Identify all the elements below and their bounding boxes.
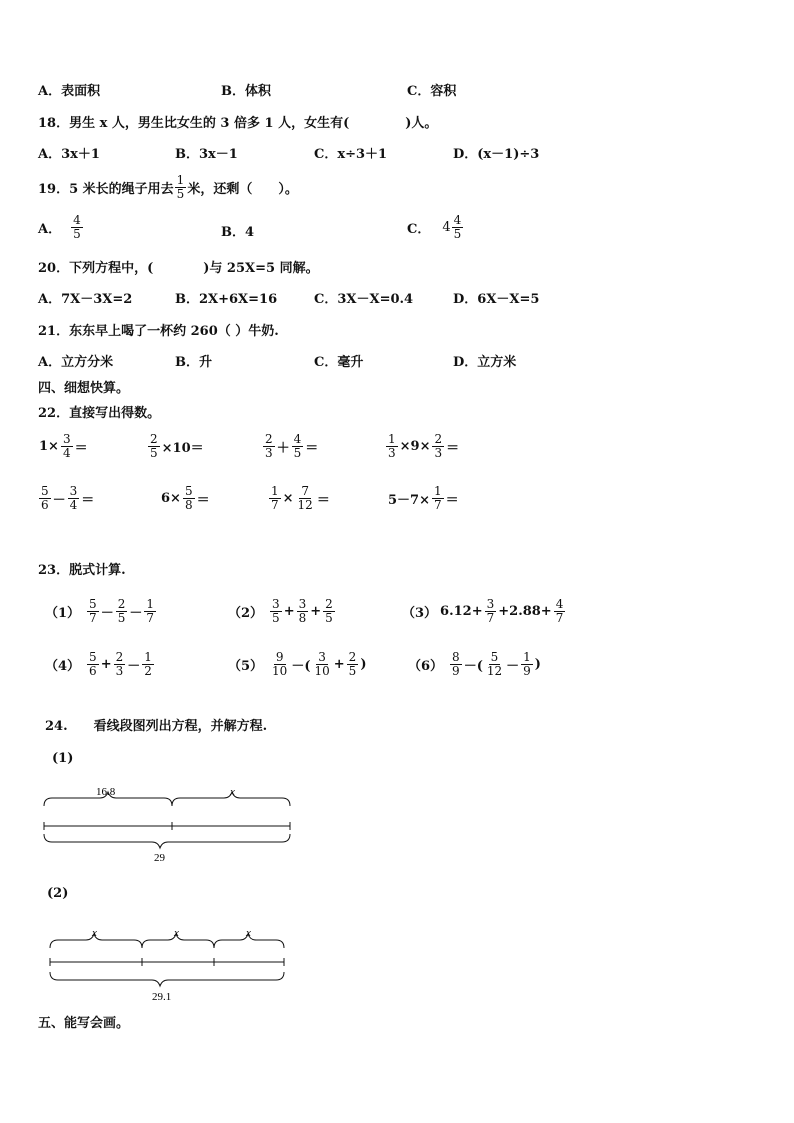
section-5-heading: 五、能写会画。	[38, 1016, 130, 1031]
q19-stem	[38, 174, 298, 201]
label-16-8: 16.8	[96, 788, 116, 798]
q19-stem-pre: 19．5 米长的绳子用去	[38, 182, 174, 197]
label-29-1: 29.1	[152, 991, 172, 1003]
q24-line-diagram-1	[38, 788, 298, 864]
label-x-3: x	[246, 927, 251, 939]
q18-stem-post: )人。	[405, 116, 438, 131]
q21-option-a: A．立方分米	[38, 355, 114, 370]
q17-option-b: B．体积	[221, 84, 271, 99]
q24-part-2-label: (2)	[47, 886, 69, 901]
brace-bottom	[50, 972, 284, 986]
q19-fraction: $\frac{1}{5}$	[176, 173, 185, 201]
q22-item-2: $\frac{2}{5}$ ×10＝	[150, 432, 204, 460]
brace-bottom	[44, 834, 290, 848]
q22-item-1: 1× $\frac{3}{4}$ ＝	[39, 432, 88, 460]
q23-problem-6: （6） $\frac{8}{9}$ －( $\frac{5}{12}$ － $\frac{1}{9}$ )	[408, 650, 541, 678]
q18-option-b: B．3x－1	[175, 147, 238, 162]
q22-item-3: $\frac{2}{3}$ ＋ $\frac{4}{5}$ ＝	[265, 432, 319, 460]
q19-option-a: A． $\frac{4}{5}$	[38, 213, 81, 241]
label-x-2: x	[174, 927, 179, 939]
q23-stem: 23．脱式计算.	[38, 563, 126, 578]
q20-stem: 20．下列方程中，( )与 25X=5 同解。	[38, 261, 319, 276]
q18-option-d: D．(x－1)÷3	[453, 147, 540, 162]
q21-option-b: B．升	[175, 355, 212, 370]
q20-option-b: B．2X+6X=16	[175, 292, 278, 307]
q17-option-c: C．容积	[407, 84, 457, 99]
q22-item-5: $\frac{5}{6}$ － $\frac{3}{4}$ ＝	[41, 484, 95, 512]
q22-item-4: $\frac{1}{3}$ ×9× $\frac{2}{3}$ ＝	[388, 432, 460, 460]
label-x-1: x	[92, 927, 97, 939]
q23-problem-4: （4） $\frac{5}{6}$ + $\frac{2}{3}$ － $\frac{1}{2}$	[45, 650, 152, 678]
q18-stem-pre: 18．男生 x 人，男生比女生的 3 倍多 1 人，女生有(	[38, 116, 350, 131]
label-x: x	[230, 788, 235, 798]
q18-option-a: A．3x＋1	[38, 147, 100, 162]
q23-problem-1: （1） $\frac{5}{7}$ － $\frac{2}{5}$ － $\frac{1}{7}$	[45, 597, 154, 625]
q23-problem-5: （5） $\frac{9}{10}$ －( $\frac{3}{10}$ + $\frac{2}{5}$ )	[228, 650, 367, 678]
q20-option-a: A．7X－3X=2	[38, 292, 133, 307]
q21-option-d: D．立方米	[453, 355, 517, 370]
q17-option-a: A．表面积	[38, 84, 101, 99]
q20-option-c: C．3X－X=0.4	[314, 292, 414, 307]
section-4-heading: 四、细想快算。	[38, 381, 130, 396]
q24-line-diagram-2	[42, 924, 292, 1004]
q24-stem: 24. 看线段图列出方程，并解方程.	[45, 719, 268, 734]
q22-item-8: 5－7× $\frac{1}{7}$ ＝	[388, 484, 459, 512]
q23-problem-3: （3） 6.12+ $\frac{3}{7}$ +2.88+ $\frac{4}{7}$	[402, 597, 564, 625]
q24-part-1-label: (1)	[52, 751, 74, 766]
q21-option-c: C．毫升	[314, 355, 364, 370]
q22-stem: 22．直接写出得数。	[38, 406, 161, 421]
q18-stem	[38, 116, 437, 132]
q19-stem-post: 米，还剩（ ）。	[187, 182, 298, 197]
q21-stem: 21．东东早上喝了一杯约 260（ ）牛奶.	[38, 324, 279, 339]
q22-item-6: 6× $\frac{5}{8}$ ＝	[161, 484, 210, 512]
q18-option-c: C．x÷3＋1	[314, 147, 388, 162]
q22-item-7: $\frac{1}{7}$ × $\frac{7}{12}$ ＝	[271, 484, 330, 512]
q19-option-b: B．4	[221, 225, 255, 240]
label-29: 29	[154, 852, 165, 864]
q23-problem-2: （2） $\frac{3}{5}$ + $\frac{3}{8}$ + $\frac{2}{5}$	[228, 597, 333, 625]
q19-option-c: C． 4 $\frac{4}{5}$	[407, 213, 462, 241]
q20-option-d: D．6X－X=5	[453, 292, 540, 307]
